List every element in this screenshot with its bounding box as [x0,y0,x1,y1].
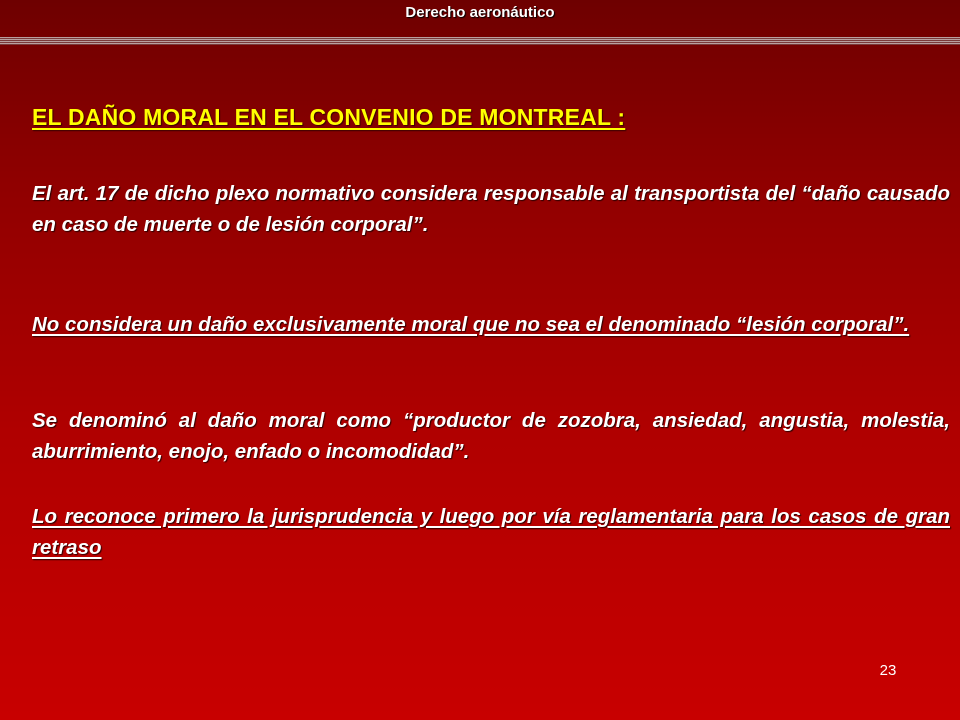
paragraph-definicion: Se denominó al daño moral como “productor de zozobra, ansiedad, angustia, molestia, aburrimiento, enojo, enfado o incomodidad”. [32,409,950,463]
header-label: Derecho aeronáutico [405,4,555,21]
paragraph-reconocimiento-text: Lo reconoce primero la jurisprudencia y luego por vía reglamentaria para los casos de gran retraso [32,505,950,559]
header-divider [0,37,960,45]
page-number: 23 [879,662,897,679]
paragraph-no-dano-moral [32,309,950,340]
paragraph-no-dano-moral-text: No considera un daño exclusivamente moral que no sea el denominado “lesión corporal”. [32,313,910,336]
paragraph-art17: El art. 17 de dicho plexo normativo considera responsable al transportista del “daño causado en caso de muerte o de lesión corporal”. [32,182,950,236]
slide-title: EL DAÑO MORAL EN EL CONVENIO DE MONTREAL : [32,104,626,130]
paragraph-reconocimiento [32,501,950,563]
